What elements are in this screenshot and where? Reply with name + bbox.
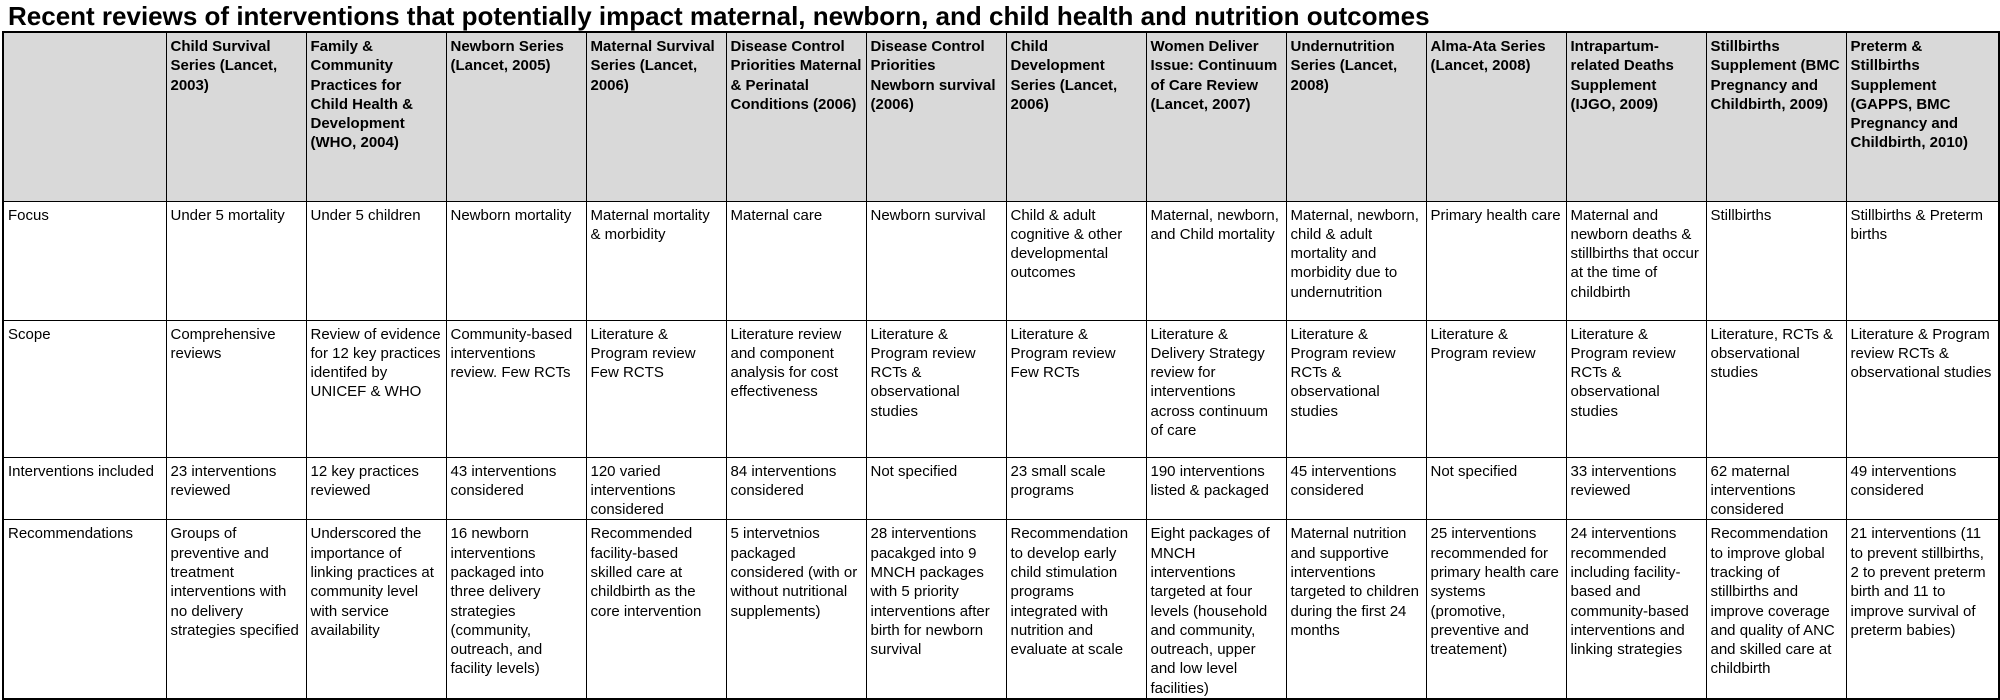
table-cell: Literature & Program review Few RCTS — [586, 320, 726, 457]
table-cell: Literature & Program review RCTs & observational studies — [866, 320, 1006, 457]
interventions-table — [2, 31, 2000, 700]
table-cell: Literature & Program review RCTs & observational studies — [1286, 320, 1426, 457]
table-cell: Maternal and newborn deaths & stillbirths that occur at the time of childbirth — [1566, 201, 1706, 320]
column-header: Family & Community Practices for Child Health & Development (WHO, 2004) — [306, 32, 446, 201]
table-cell: 25 interventions recommended for primary health care systems (promotive, preventive and treatement) — [1426, 520, 1566, 699]
table-cell: 33 interventions reviewed — [1566, 457, 1706, 520]
table-cell: Groups of preventive and treatment interventions with no delivery strategies specified — [166, 520, 306, 699]
table-cell: Literature, RCTs & observational studies — [1706, 320, 1846, 457]
table-cell: Newborn mortality — [446, 201, 586, 320]
row-label: Recommendations — [3, 520, 166, 699]
table-cell: Under 5 children — [306, 201, 446, 320]
table-cell: Literature & Program review — [1426, 320, 1566, 457]
table-cell: Child & adult cognitive & other developmental outcomes — [1006, 201, 1146, 320]
table-cell: Community-based interventions review. Few RCTs — [446, 320, 586, 457]
table-cell: Literature & Delivery Strategy review for interventions across continuum of care — [1146, 320, 1286, 457]
table-cell: Underscored the importance of linking practices at community level with service availability — [306, 520, 446, 699]
table-cell: Eight packages of MNCH interventions targeted at four levels (household and community, outreach, upper and low level facilities) — [1146, 520, 1286, 699]
table-cell: Comprehensive reviews — [166, 320, 306, 457]
table-cell: 45 interventions considered — [1286, 457, 1426, 520]
header-row — [3, 32, 1999, 201]
table-cell: Primary health care — [1426, 201, 1566, 320]
table-row-focus — [3, 201, 1999, 320]
column-header: Stillbirths Supplement (BMC Pregnancy and Childbirth, 2009) — [1706, 32, 1846, 201]
table-cell: Stillbirths & Preterm births — [1846, 201, 1999, 320]
table-cell: 23 small scale programs — [1006, 457, 1146, 520]
table-cell: 84 interventions considered — [726, 457, 866, 520]
table-cell: Literature & Program review Few RCTs — [1006, 320, 1146, 457]
table-cell: Review of evidence for 12 key practices identifed by UNICEF & WHO — [306, 320, 446, 457]
table-cell: Maternal mortality & morbidity — [586, 201, 726, 320]
table-cell: Maternal, newborn, child & adult mortality and morbidity due to undernutrition — [1286, 201, 1426, 320]
table-cell: Literature & Program review RCTs & observational studies — [1566, 320, 1706, 457]
column-header: Newborn Series (Lancet, 2005) — [446, 32, 586, 201]
row-label: Focus — [3, 201, 166, 320]
row-label: Scope — [3, 320, 166, 457]
table-cell: 23 interventions reviewed — [166, 457, 306, 520]
table-cell: Maternal nutrition and supportive interventions targeted to children during the first 24 months — [1286, 520, 1426, 699]
column-header: Child Development Series (Lancet, 2006) — [1006, 32, 1146, 201]
corner-cell — [3, 32, 166, 201]
table-cell: 190 interventions listed & packaged — [1146, 457, 1286, 520]
table-row-interventions — [3, 457, 1999, 520]
table-cell: Literature & Program review RCTs & observational studies — [1846, 320, 1999, 457]
table-row-recommendations — [3, 520, 1999, 699]
row-label: Interventions included — [3, 457, 166, 520]
table-cell: Literature review and component analysis for cost effectiveness — [726, 320, 866, 457]
table-cell: 43 interventions considered — [446, 457, 586, 520]
table-cell: 21 interventions (11 to prevent stillbirths, 2 to prevent preterm birth and 11 to improve survival of preterm babies) — [1846, 520, 1999, 699]
table-row-scope — [3, 320, 1999, 457]
table-cell: 28 interventions pacakged into 9 MNCH packages with 5 priority interventions after birth for newborn survival — [866, 520, 1006, 699]
table-cell: Under 5 mortality — [166, 201, 306, 320]
column-header: Undernutrition Series (Lancet, 2008) — [1286, 32, 1426, 201]
table-cell: 24 interventions recommended including facility-based and community-based interventions and linking strategies — [1566, 520, 1706, 699]
column-header: Preterm & Stillbirths Supplement (GAPPS, BMC Pregnancy and Childbirth, 2010) — [1846, 32, 1999, 201]
table-cell: 120 varied interventions considered — [586, 457, 726, 520]
table-cell: 62 maternal interventions considered — [1706, 457, 1846, 520]
table-cell: Maternal care — [726, 201, 866, 320]
column-header: Intrapartum-related Deaths Supplement (IJGO, 2009) — [1566, 32, 1706, 201]
table-cell: Not specified — [1426, 457, 1566, 520]
table-cell: 16 newborn interventions packaged into three delivery strategies (community, outreach, and facility levels) — [446, 520, 586, 699]
table-cell: Recommended facility-based skilled care at childbirth as the core intervention — [586, 520, 726, 699]
table-cell: Not specified — [866, 457, 1006, 520]
table-cell: Recommendation to develop early child stimulation programs integrated with nutrition and evaluate at scale — [1006, 520, 1146, 699]
table-cell: Stillbirths — [1706, 201, 1846, 320]
table-cell: 12 key practices reviewed — [306, 457, 446, 520]
table-cell: Recommendation to improve global tracking of stillbirths and improve coverage and quality of ANC and skilled care at childbirth — [1706, 520, 1846, 699]
table-cell: 5 intervetnios packaged considered (with or without nutritional supplements) — [726, 520, 866, 699]
table-cell: Newborn survival — [866, 201, 1006, 320]
table-cell: Maternal, newborn, and Child mortality — [1146, 201, 1286, 320]
column-header: Alma-Ata Series (Lancet, 2008) — [1426, 32, 1566, 201]
page-title: Recent reviews of interventions that potentially impact maternal, newborn, and child health and nutrition outcomes — [8, 1, 1430, 31]
column-header: Disease Control Priorities Newborn survival (2006) — [866, 32, 1006, 201]
column-header: Disease Control Priorities Maternal & Perinatal Conditions (2006) — [726, 32, 866, 201]
column-header: Women Deliver Issue: Continuum of Care Review (Lancet, 2007) — [1146, 32, 1286, 201]
table-cell: 49 interventions considered — [1846, 457, 1999, 520]
column-header: Maternal Survival Series (Lancet, 2006) — [586, 32, 726, 201]
column-header: Child Survival Series (Lancet, 2003) — [166, 32, 306, 201]
